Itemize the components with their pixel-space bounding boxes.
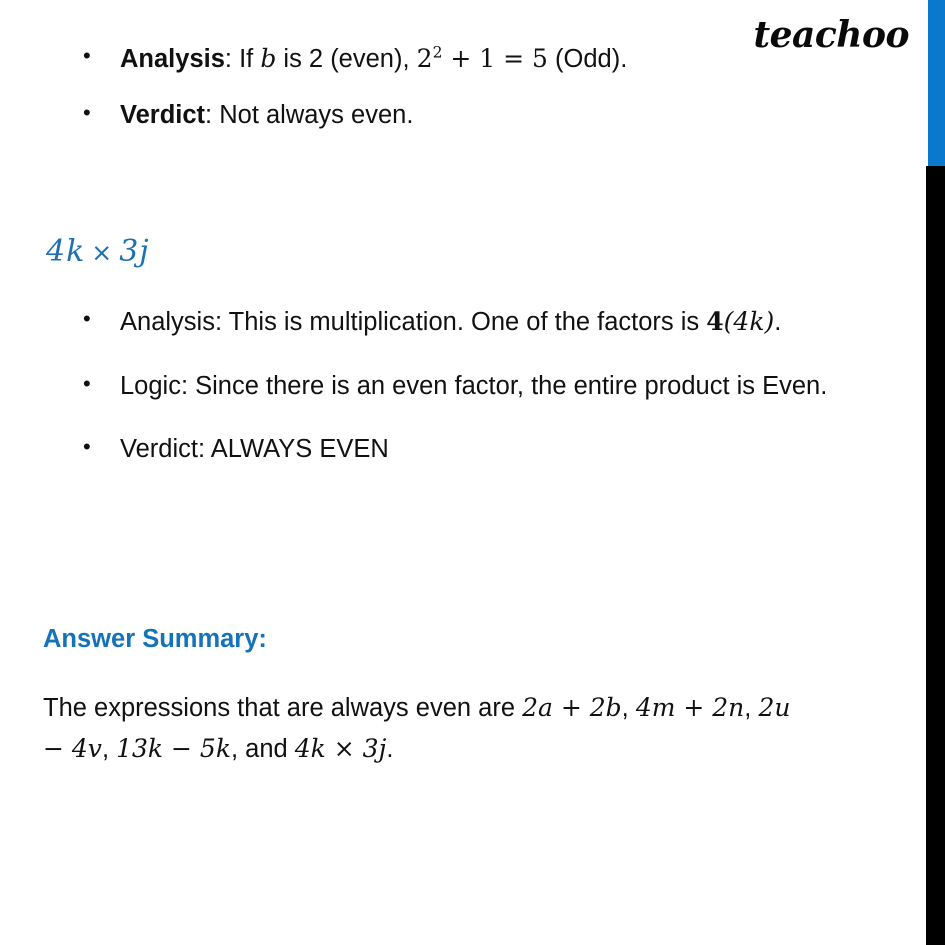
answer-expression: 4m + 2n: [635, 693, 745, 722]
list-item: [0, 370, 890, 404]
answer-summary-intro: The expressions that are always even are: [43, 694, 523, 722]
multiplication-analysis-list: [0, 305, 890, 467]
item-lead: Verdict: ALWAYS EVEN: [120, 435, 389, 464]
answer-summary-heading: [43, 625, 267, 654]
power-base: 2: [416, 44, 433, 73]
item-label: Verdict: [120, 100, 206, 129]
item-lead: Analysis: This is multiplication. One of the factors is: [120, 308, 707, 336]
right-edge-black-bar: [926, 166, 945, 945]
list-item: [0, 305, 890, 340]
answer-terminator: .: [386, 735, 394, 764]
item-text-after: (Odd).: [547, 45, 628, 73]
expression-left: 4k: [46, 234, 86, 269]
list-item: [0, 99, 890, 133]
answer-expression: 13k − 5k: [116, 734, 231, 764]
analysis-verdict-list: [0, 42, 890, 154]
item-terminator: .: [774, 308, 782, 336]
bold-factor: 4: [706, 307, 724, 336]
expression-conjunction: and: [245, 735, 295, 764]
expression-separator: ,: [744, 694, 759, 722]
expression-heading: [46, 234, 150, 269]
variable-b: b: [260, 44, 277, 73]
item-separator: :: [205, 100, 213, 129]
answer-summary-title: Answer Summary: [43, 625, 259, 653]
right-edge-blue-bar: [928, 0, 945, 166]
answer-summary-body: [43, 688, 803, 771]
multiply-icon: ×: [91, 238, 114, 267]
answer-expression: 2u − 4v: [43, 693, 791, 764]
list-item: [0, 433, 890, 467]
item-lead: Logic: Since there is an even factor, the entire product is Even.: [120, 371, 828, 400]
item-text-before: If: [231, 45, 261, 73]
power-exponent: 2: [432, 43, 443, 62]
answer-expression: 4k × 3j: [294, 734, 387, 764]
teachoo-logo: teachoo: [753, 14, 909, 56]
answer-expression: 2a + 2b: [522, 693, 622, 722]
answer-summary-colon: :: [258, 625, 267, 653]
expression-right: 3j: [119, 234, 150, 269]
item-label: Analysis: [120, 45, 225, 73]
power-rest: + 1 = 5: [442, 44, 548, 73]
math-tail: (4k): [723, 307, 775, 336]
item-separator: :: [224, 45, 232, 73]
item-text-mid: is 2 (even),: [276, 45, 417, 73]
power-expression: [417, 44, 548, 73]
list-item: [0, 42, 890, 77]
expression-separator: ,: [101, 735, 117, 764]
expression-separator: ,: [230, 735, 246, 764]
expression-separator: ,: [621, 694, 636, 722]
item-text-after: Not always even.: [212, 100, 414, 129]
